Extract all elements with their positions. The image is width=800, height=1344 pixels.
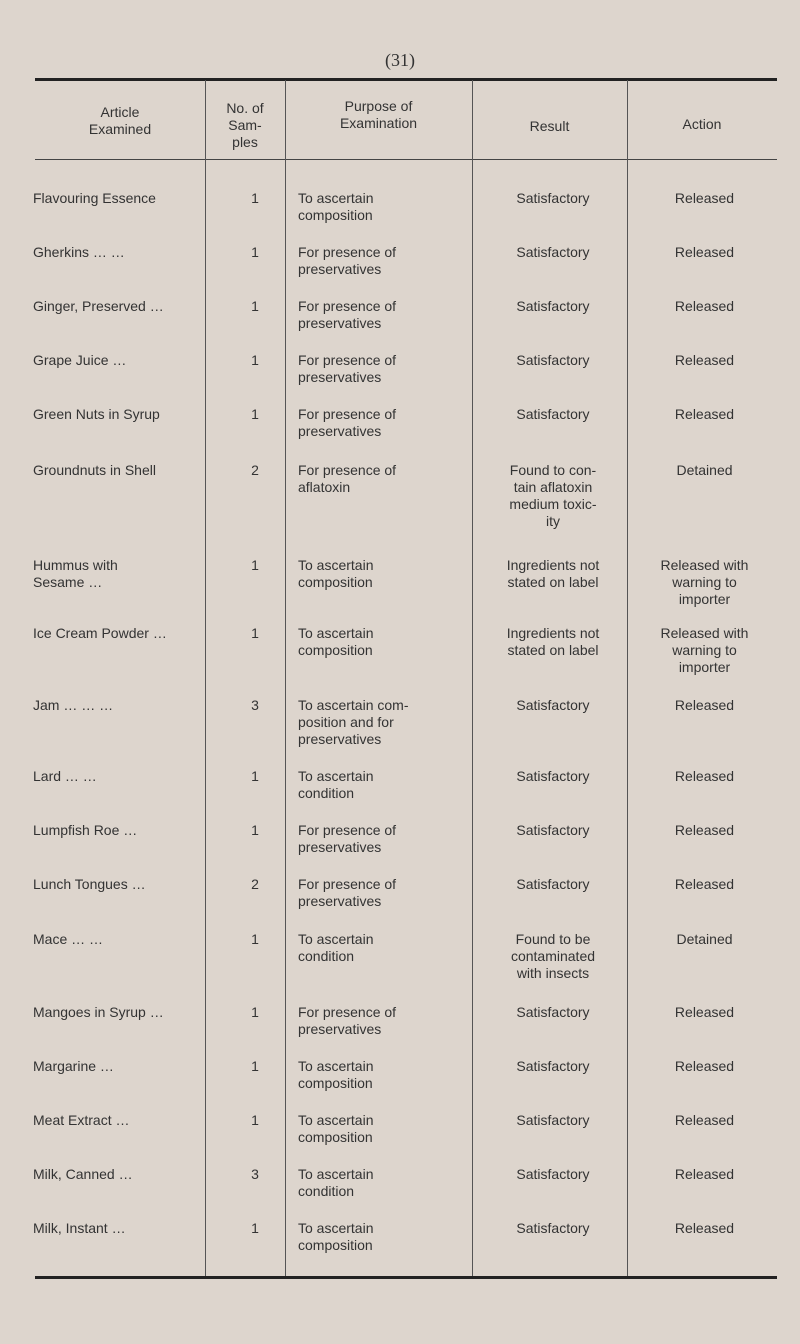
purpose-cell: For presence of preservatives	[298, 244, 397, 277]
article-cell: Flavouring Essence	[33, 190, 156, 206]
samples-cell: 2	[251, 462, 259, 478]
result-cell: Satisfactory	[516, 1220, 590, 1236]
bottom-rule	[35, 1276, 777, 1279]
result-cell: Satisfactory	[516, 768, 590, 784]
samples-cell: 2	[251, 876, 259, 892]
action-cell: Released	[674, 822, 735, 838]
result-cell: Ingredients not stated on label	[506, 625, 600, 658]
samples-cell: 1	[251, 1058, 259, 1074]
article-cell: Green Nuts in Syrup	[33, 406, 160, 422]
result-cell: Satisfactory	[516, 697, 590, 713]
result-cell: Satisfactory	[516, 298, 590, 314]
purpose-cell: For presence of aflatoxin	[298, 462, 397, 495]
action-cell: Released with warning to importer	[660, 557, 749, 607]
column-divider	[285, 80, 286, 1276]
action-cell: Released	[674, 697, 735, 713]
action-cell: Released	[674, 1166, 735, 1182]
samples-cell: 1	[251, 406, 259, 422]
purpose-cell: To ascertain composition	[298, 625, 374, 658]
article-cell: Milk, Canned …	[33, 1166, 133, 1182]
action-cell: Released	[674, 406, 735, 422]
result-cell: Satisfactory	[516, 190, 590, 206]
action-cell: Released	[674, 244, 735, 260]
top-rule	[35, 78, 777, 81]
article-cell: Meat Extract …	[33, 1112, 130, 1128]
result-cell: Satisfactory	[516, 1058, 590, 1074]
article-cell: Ginger, Preserved …	[33, 298, 164, 314]
page-number: (31)	[385, 50, 415, 70]
result-cell: Ingredients not stated on label	[506, 557, 600, 590]
purpose-cell: To ascertain condition	[298, 1166, 374, 1199]
result-cell: Satisfactory	[516, 352, 590, 368]
action-cell: Released with warning to importer	[660, 625, 749, 675]
action-cell: Released	[674, 876, 735, 892]
result-cell: Satisfactory	[516, 1166, 590, 1182]
header-samples: No. of Sam- ples	[226, 100, 264, 150]
result-cell: Found to con- tain aflatoxin medium toxic- ity	[509, 462, 597, 529]
purpose-cell: For presence of preservatives	[298, 406, 397, 439]
action-cell: Released	[674, 768, 735, 784]
action-cell: Released	[674, 1112, 735, 1128]
action-cell: Released	[674, 298, 735, 314]
result-cell: Found to be contaminated with insects	[510, 931, 596, 981]
purpose-cell: For presence of preservatives	[298, 298, 397, 331]
header-rule	[35, 159, 777, 160]
article-cell: Lumpfish Roe …	[33, 822, 138, 838]
action-cell: Detained	[676, 931, 733, 947]
article-cell: Milk, Instant …	[33, 1220, 126, 1236]
purpose-cell: For presence of preservatives	[298, 876, 397, 909]
purpose-cell: For presence of preservatives	[298, 352, 397, 385]
purpose-cell: To ascertain com- position and for preservatives	[298, 697, 409, 747]
purpose-cell: To ascertain composition	[298, 190, 374, 223]
article-cell: Lunch Tongues …	[33, 876, 146, 892]
result-cell: Satisfactory	[516, 406, 590, 422]
samples-cell: 1	[251, 244, 259, 260]
header-article: Article Examined	[88, 104, 152, 137]
article-cell: Ice Cream Powder …	[33, 625, 167, 641]
article-cell: Mace … …	[33, 931, 104, 947]
article-cell: Groundnuts in Shell	[33, 462, 156, 478]
column-divider	[472, 80, 473, 1276]
samples-cell: 1	[251, 1004, 259, 1020]
result-cell: Satisfactory	[516, 1004, 590, 1020]
result-cell: Satisfactory	[516, 1112, 590, 1128]
action-cell: Detained	[676, 462, 733, 478]
action-cell: Released	[674, 1058, 735, 1074]
samples-cell: 1	[251, 298, 259, 314]
purpose-cell: To ascertain composition	[298, 1058, 374, 1091]
header-purpose: Purpose of Examination	[339, 98, 418, 131]
result-cell: Satisfactory	[516, 244, 590, 260]
action-cell: Released	[674, 1004, 735, 1020]
purpose-cell: For presence of preservatives	[298, 822, 397, 855]
samples-cell: 3	[251, 697, 259, 713]
article-cell: Margarine …	[33, 1058, 114, 1074]
samples-cell: 1	[251, 931, 259, 947]
article-cell: Grape Juice …	[33, 352, 127, 368]
samples-cell: 1	[251, 557, 259, 573]
samples-cell: 1	[251, 190, 259, 206]
result-cell: Satisfactory	[516, 822, 590, 838]
header-result: Result	[529, 118, 570, 134]
samples-cell: 1	[251, 352, 259, 368]
action-cell: Released	[674, 1220, 735, 1236]
purpose-cell: To ascertain condition	[298, 768, 374, 801]
purpose-cell: To ascertain composition	[298, 1220, 374, 1253]
samples-cell: 1	[251, 822, 259, 838]
action-cell: Released	[674, 190, 735, 206]
samples-cell: 1	[251, 625, 259, 641]
purpose-cell: To ascertain composition	[298, 1112, 374, 1145]
header-action: Action	[682, 116, 722, 132]
article-cell: Gherkins … …	[33, 244, 125, 260]
article-cell: Jam … … …	[33, 697, 114, 713]
article-cell: Lard … …	[33, 768, 97, 784]
article-cell: Mangoes in Syrup …	[33, 1004, 164, 1020]
purpose-cell: For presence of preservatives	[298, 1004, 397, 1037]
samples-cell: 1	[251, 1220, 259, 1236]
samples-cell: 1	[251, 1112, 259, 1128]
purpose-cell: To ascertain composition	[298, 557, 374, 590]
result-cell: Satisfactory	[516, 876, 590, 892]
samples-cell: 3	[251, 1166, 259, 1182]
action-cell: Released	[674, 352, 735, 368]
purpose-cell: To ascertain condition	[298, 931, 374, 964]
article-cell: Hummus with Sesame …	[33, 557, 118, 590]
samples-cell: 1	[251, 768, 259, 784]
